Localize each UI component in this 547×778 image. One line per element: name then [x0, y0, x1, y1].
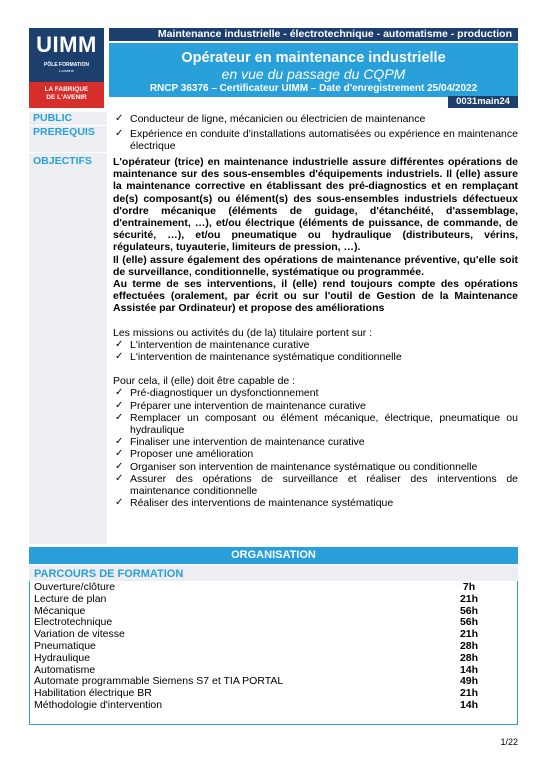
list-item: ✓ Remplacer un composant ou élément mécanique, électrique, pneumatique ou hydraulique — [113, 412, 518, 436]
table-row — [29, 594, 518, 606]
module-name: Automate programmable Siemens S7 et TIA PORTAL — [34, 675, 284, 688]
logo-brand: UIMM — [36, 32, 97, 57]
public-label: PUBLIC — [29, 112, 107, 125]
capable-intro: Pour cela, il (elle) doit être capable de : — [113, 375, 296, 388]
table-row — [29, 629, 518, 641]
public-section — [113, 113, 518, 125]
logo-region: Lorraine — [59, 68, 74, 73]
domain-banner: Maintenance industrielle - électrotechnique - automatisme - production — [109, 28, 518, 41]
list-item: ✓ Expérience en conduite d'installations automatisées ou expérience en maintenance électrique — [113, 128, 518, 152]
missions-intro: Les missions ou activités du (de la) titulaire portent sur : — [113, 326, 373, 339]
module-hours: 21h — [459, 592, 479, 605]
logo-tagline-1: LA FABRIQUE — [44, 86, 89, 93]
list-item: ✓ Proposer une amélioration — [113, 448, 518, 460]
module-hours: 49h — [459, 675, 479, 688]
module-hours: 56h — [459, 616, 479, 629]
module-hours: 28h — [459, 639, 479, 652]
page-subtitle: en vue du passage du CQPM — [221, 66, 406, 82]
table-row — [29, 641, 518, 653]
module-name: Variation de vitesse — [34, 628, 125, 641]
module-name: Ouverture/clôture — [34, 581, 116, 593]
module-hours: 21h — [459, 687, 479, 700]
module-name: Pneumatique — [34, 639, 96, 652]
organisation-header: ORGANISATION — [29, 547, 518, 564]
objectifs-section — [113, 156, 518, 509]
module-name: Mécanique — [34, 604, 86, 617]
module-name: Hydraulique — [34, 651, 91, 664]
logo-tagline — [29, 82, 104, 108]
page-number: 1/22 — [500, 737, 518, 747]
title-block — [109, 43, 518, 97]
logo-pole: PÔLE FORMATION — [44, 62, 89, 68]
module-hours: 14h — [459, 698, 479, 711]
uimm-logo — [29, 28, 104, 108]
prerequis-section — [113, 128, 518, 152]
list-item: ✓ L'intervention de maintenance systématique conditionnelle — [113, 351, 518, 363]
list-item: ✓ Assurer des opérations de surveillance et réaliser des interventions de maintenance conditionnelle — [113, 473, 518, 497]
objectifs-paragraph-3: Au terme de ses interventions, il (elle) rend toujours compte des opérations effectuées (oralement, par écrit ou sur l'outil de Gestion de la Maintenance Assistée par Ordinateur) et propose des améliorations — [113, 278, 518, 315]
table-row — [29, 700, 518, 712]
rncp-line: RNCP 36376 – Certificateur UIMM – Date d'enregistrement 25/04/2022 — [149, 83, 478, 94]
module-name: Electrotechnique — [34, 616, 113, 629]
module-hours: 7h — [462, 581, 476, 593]
list-item: ✓ Réaliser des interventions de maintenance systématique — [113, 497, 518, 509]
objectifs-paragraph-2: Il (elle) assure également des opérations de maintenance préventive, qu'elle soit de surveillance, conditionnelle, systématique ou programmée. — [113, 253, 518, 278]
course-code: 0031main24 — [448, 96, 518, 108]
modules-table — [29, 582, 518, 712]
list-item: ✓ Organiser son intervention de maintenance systématique ou conditionnelle — [113, 461, 518, 473]
module-hours: 28h — [459, 651, 479, 664]
prerequis-label: PREREQUIS — [29, 126, 107, 152]
module-name: Habilitation électrique BR — [34, 687, 152, 700]
module-name: Lecture de plan — [34, 592, 107, 605]
module-hours: 21h — [459, 628, 479, 641]
list-item: ✓ L'intervention de maintenance curative — [113, 339, 518, 351]
module-hours: 56h — [459, 604, 479, 617]
list-item: ✓ Finaliser une intervention de maintenance curative — [113, 436, 518, 448]
list-item: ✓ Pré-diagnostiquer un dysfonctionnement — [113, 387, 518, 399]
objectifs-label: OBJECTIFS — [29, 153, 107, 544]
objectifs-paragraph-1: L'opérateur (trice) en maintenance industrielle assure différentes opérations de maintenance sur des sous-ensembles d'équipements industriels. Il (elle) assure la maintenance corrective en établissant des pré-diagnostics et en remplaçant de(s) composant(s) ou élément(s) des sous-ensembles industriels défectueux d'ordre mécanique (éléments de guidage, d'étanchéité, d'assemblage, d'entrainement, …), et/ou électrique (éléments de puissance, de commande, de sécurité, …), et/ou pneumatique ou hydraulique (distributeurs, vérins, régulateurs, tuyauterie, limiteurs de pression, …). — [113, 156, 518, 254]
module-name: Automatisme — [34, 663, 96, 676]
module-name: Méthodologie d'intervention — [34, 698, 163, 711]
parcours-label: PARCOURS DE FORMATION — [29, 565, 518, 581]
module-hours: 14h — [459, 663, 479, 676]
table-row — [29, 653, 518, 665]
page-title: Opérateur en maintenance industrielle — [181, 50, 446, 66]
list-item: ✓ Conducteur de ligne, mécanicien ou électricien de maintenance — [113, 113, 518, 125]
list-item: ✓ Préparer une intervention de maintenance curative — [113, 400, 518, 412]
logo-tagline-2: DE L'AVENIR — [46, 94, 87, 101]
